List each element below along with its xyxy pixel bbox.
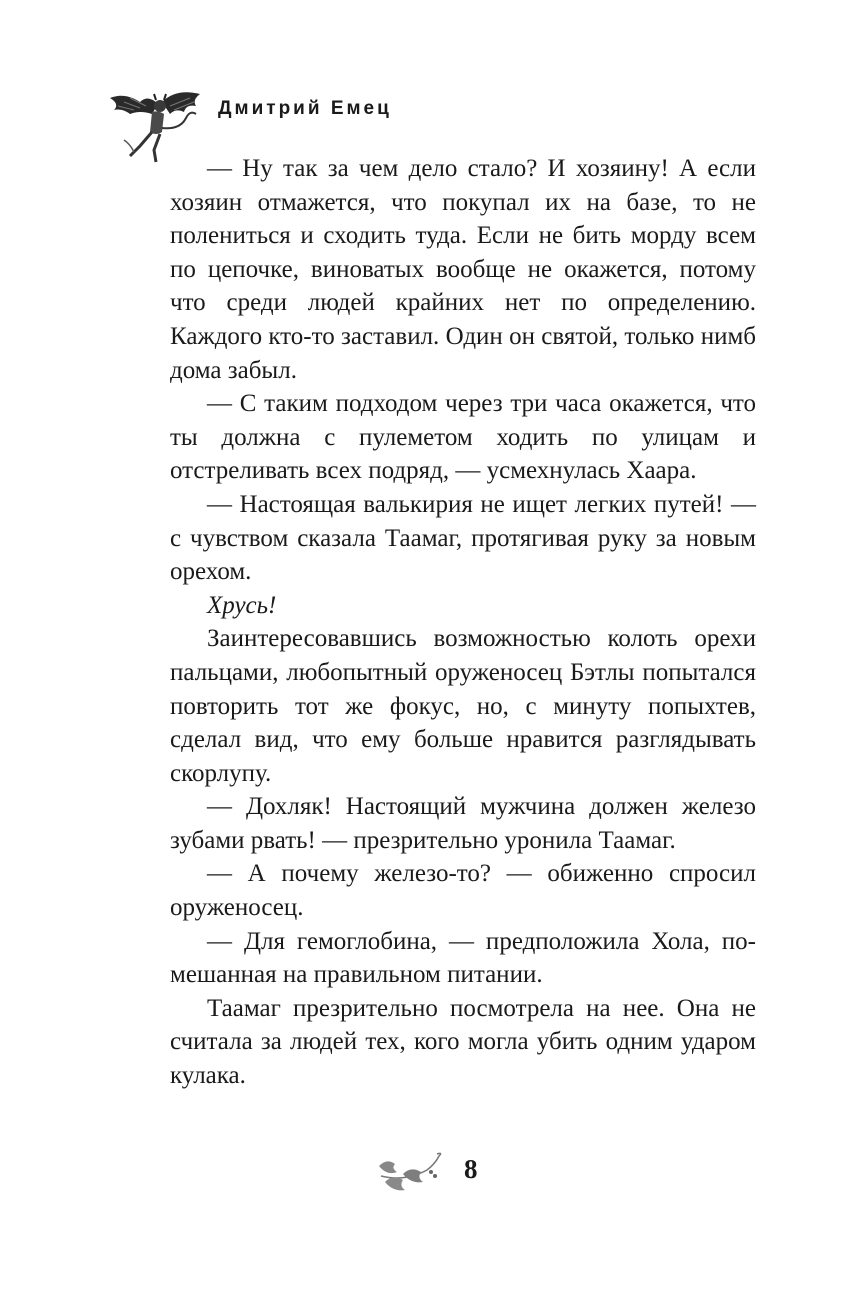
- paragraph: — С таким подходом через три часа окажется, что ты должна с пулеметом ходить по улицам и отстреливать всех подряд, — усмехнулась Хаара.: [170, 390, 756, 485]
- paragraph: — Для гемоглобина, — предположила Хола, помешанная на правильном питании.: [170, 927, 756, 989]
- paragraph: — Ну так за чем дело стало? И хозяину! А если хозяин отмажется, что покупал их на базе, то не полениться и сходить туда. Если не бить морду всем по цепочке, виноватых вообще не окажется, потому что среди людей крайних нет по определению. Каждого кто-то заставил. Один он святой, только нимб дома забыл.: [170, 155, 756, 384]
- page-body: [170, 152, 756, 1093]
- paragraph: — Настоящая валькирия не ищет легких путей! — с чувством сказала Таамаг, протягивая руку за новым орехом.: [170, 490, 756, 586]
- paragraph-italic: Хрусь!: [207, 591, 277, 619]
- holly-branch-icon: [375, 1148, 455, 1194]
- paragraph: — Дохляк! Настоящий мужчина должен железо зубами рвать! — презрительно уронила Таамаг.: [170, 793, 756, 854]
- paragraph: Таамаг презрительно посмотрела на нее. Она не считала за людей тех, кого могла убить одним ударом кулака.: [170, 994, 756, 1090]
- paragraph: Заинтересовавшись возможностью колоть орехи пальцами, любопытный оруженосец Бэтлы попытался повторить тот же фокус, но, с минуту попыхтев, сделал вид, что ему больше нравится разглядывать скорлупу.: [170, 625, 756, 787]
- page-number: 8: [464, 1154, 478, 1184]
- paragraph: — А почему железо-то? — обиженно спросил оруженосец.: [170, 860, 756, 922]
- author-name: Дмитрий Емец: [218, 98, 392, 119]
- page-footer: [375, 1148, 495, 1196]
